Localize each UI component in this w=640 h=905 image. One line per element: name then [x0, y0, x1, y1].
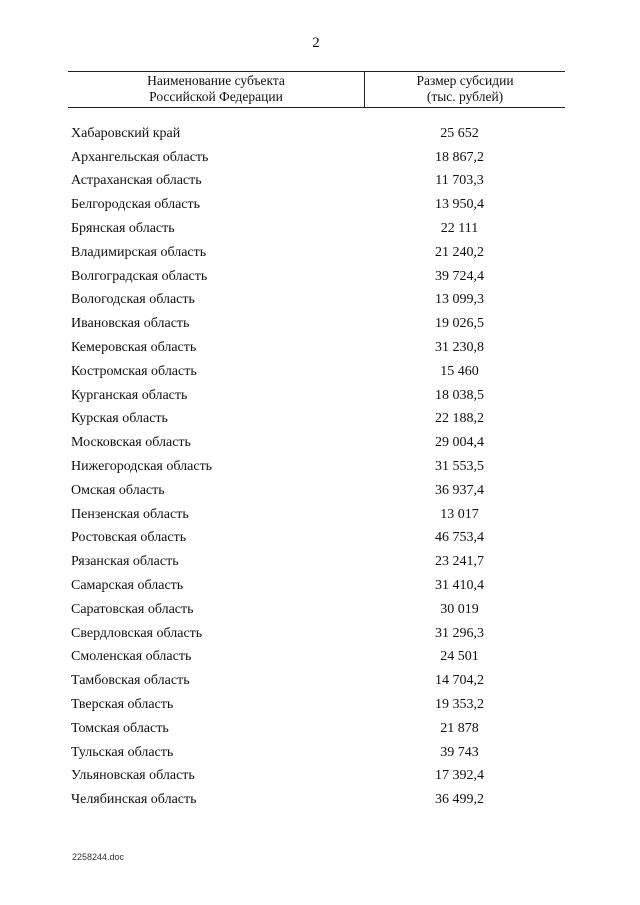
subsidy-amount: 18 038,5 — [435, 387, 484, 403]
region-name: Саратовская область — [71, 601, 194, 617]
subsidy-amount: 25 652 — [440, 125, 479, 141]
document-filename: 2258244.doc — [72, 852, 125, 862]
subsidy-amount: 13 950,4 — [435, 197, 484, 213]
region-name: Ивановская область — [71, 316, 190, 332]
header-region-line-1: Наименование субъекта — [147, 73, 285, 88]
table-row — [68, 717, 565, 741]
subsidy-amount: 36 499,2 — [435, 792, 484, 808]
region-name: Курганская область — [71, 387, 188, 403]
subsidy-amount: 13 017 — [440, 506, 479, 522]
table-row — [68, 265, 565, 289]
table-row — [68, 527, 565, 551]
table-row — [68, 622, 565, 646]
region-name: Архангельская область — [71, 149, 209, 165]
subsidy-amount: 22 188,2 — [435, 411, 484, 427]
table-header — [68, 71, 565, 108]
page-number: 2 — [312, 35, 320, 51]
table-row — [68, 479, 565, 503]
subsidy-amount: 14 704,2 — [435, 673, 484, 689]
subsidy-amount: 29 004,4 — [435, 435, 484, 451]
table-row — [68, 574, 565, 598]
subsidy-amount: 31 553,5 — [435, 459, 484, 475]
table-row — [68, 408, 565, 432]
table-row — [68, 360, 565, 384]
region-name: Рязанская область — [71, 554, 179, 570]
subsidy-amount: 36 937,4 — [435, 482, 484, 498]
table-row — [68, 217, 565, 241]
header-amount-line-2: (тыс. рублей) — [426, 89, 504, 104]
region-name: Волгоградская область — [71, 268, 208, 284]
region-name: Владимирская область — [71, 244, 207, 260]
table-row — [68, 455, 565, 479]
region-name: Самарская область — [71, 578, 184, 594]
header-region-line-2: Российской Федерации — [149, 89, 283, 104]
table-row — [68, 741, 565, 765]
subsidy-table — [68, 71, 565, 812]
subsidy-amount: 39 724,4 — [435, 268, 484, 284]
subsidy-amount: 15 460 — [440, 363, 479, 379]
table-row — [68, 312, 565, 336]
region-name: Омская область — [71, 482, 165, 498]
subsidy-amount: 21 878 — [440, 720, 479, 736]
table-row — [68, 384, 565, 408]
region-name: Вологодская область — [71, 292, 195, 308]
subsidy-amount: 24 501 — [440, 649, 479, 665]
table-row — [68, 646, 565, 670]
table-row — [68, 765, 565, 789]
subsidy-amount: 31 296,3 — [435, 625, 484, 641]
table-row — [68, 503, 565, 527]
table-row — [68, 336, 565, 360]
subsidy-amount: 23 241,7 — [435, 554, 484, 570]
subsidy-amount: 11 703,3 — [435, 173, 484, 189]
region-name: Ульяновская область — [71, 768, 195, 784]
table-row — [68, 289, 565, 313]
region-name: Тульская область — [71, 744, 174, 760]
region-name: Костромская область — [71, 363, 197, 379]
subsidy-amount: 17 392,4 — [435, 768, 484, 784]
region-name: Тамбовская область — [71, 673, 190, 689]
table-row — [68, 598, 565, 622]
subsidy-amount: 31 230,8 — [435, 340, 484, 356]
subsidy-amount: 13 099,3 — [435, 292, 484, 308]
table-row — [68, 550, 565, 574]
region-name: Белгородская область — [71, 197, 201, 213]
table-row — [68, 788, 565, 812]
region-name: Астраханская область — [71, 173, 202, 189]
region-name: Кемеровская область — [71, 340, 197, 356]
region-name: Пензенская область — [71, 506, 189, 522]
table-row — [68, 241, 565, 265]
table-row — [68, 693, 565, 717]
region-name: Смоленская область — [71, 649, 192, 665]
table-row — [68, 431, 565, 455]
subsidy-amount: 39 743 — [440, 744, 479, 760]
region-name: Томская область — [71, 720, 169, 736]
subsidy-amount: 18 867,2 — [435, 149, 484, 165]
subsidy-amount: 30 019 — [440, 601, 479, 617]
region-name: Курская область — [71, 411, 168, 427]
region-name: Ростовская область — [71, 530, 187, 546]
table-row — [68, 669, 565, 693]
subsidy-amount: 46 753,4 — [435, 530, 484, 546]
subsidy-amount: 21 240,2 — [435, 244, 484, 260]
region-name: Тверская область — [71, 697, 174, 713]
region-name: Хабаровский край — [71, 125, 181, 141]
header-amount-line-1: Размер субсидии — [416, 73, 514, 88]
subsidy-amount: 19 026,5 — [435, 316, 484, 332]
table-row — [68, 170, 565, 194]
region-name: Московская область — [71, 435, 191, 451]
region-name: Брянская область — [71, 221, 175, 237]
table-body — [68, 122, 565, 812]
header-subsidy-amount — [365, 72, 565, 107]
region-name: Челябинская область — [71, 792, 197, 808]
region-name: Свердловская область — [71, 625, 203, 641]
subsidy-amount: 31 410,4 — [435, 578, 484, 594]
region-name: Нижегородская область — [71, 459, 213, 475]
subsidy-amount: 22 111 — [440, 221, 479, 237]
table-row — [68, 146, 565, 170]
table-row — [68, 122, 565, 146]
header-region-name — [68, 72, 365, 107]
subsidy-amount: 19 353,2 — [435, 697, 484, 713]
table-row — [68, 193, 565, 217]
